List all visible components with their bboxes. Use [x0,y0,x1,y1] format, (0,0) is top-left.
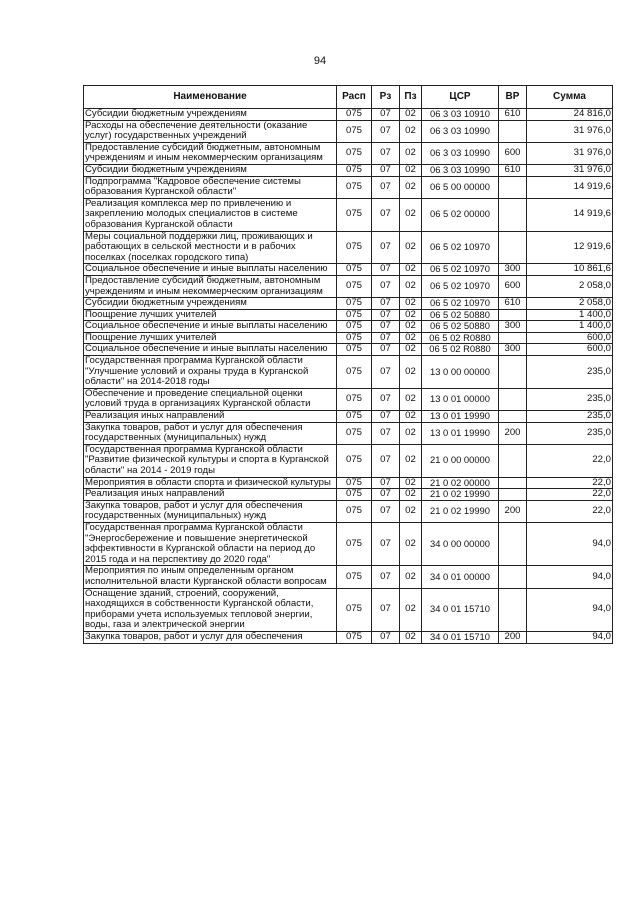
cell-sum: 22,0 [527,477,613,489]
cell-csr: 06 3 03 10990 [422,120,499,142]
cell-vr: 300 [499,321,527,333]
table-row [84,411,613,423]
cell-name: Подпрограмма "Кадровое обеспечение системы образования Курганской области" [84,176,337,198]
cell-pz: 02 [400,321,422,333]
cell-sum: 24 816,0 [527,109,613,121]
cell-pz: 02 [400,588,422,631]
cell-csr: 06 5 02 10970 [422,231,499,264]
cell-sum: 600,0 [527,344,613,356]
cell-csr: 06 5 02 10970 [422,264,499,276]
cell-csr: 06 5 00 00000 [422,176,499,198]
cell-csr: 13 0 01 19990 [422,422,499,444]
cell-rasp: 075 [337,120,372,142]
table-row [84,298,613,310]
cell-rz: 07 [372,388,400,410]
table-body [84,109,613,644]
cell-rasp: 075 [337,332,372,344]
cell-rasp: 075 [337,198,372,231]
cell-name: Поощрение лучших учителей [84,309,337,321]
cell-sum: 14 919,6 [527,198,613,231]
cell-csr: 06 3 03 10990 [422,142,499,164]
cell-name: Субсидии бюджетным учреждениям [84,109,337,121]
cell-vr: 610 [499,109,527,121]
cell-csr: 34 0 01 00000 [422,566,499,588]
cell-pz: 02 [400,264,422,276]
cell-pz: 02 [400,344,422,356]
cell-sum: 22,0 [527,500,613,522]
cell-vr [499,522,527,565]
cell-csr: 34 0 01 15710 [422,588,499,631]
cell-rz: 07 [372,198,400,231]
cell-pz: 02 [400,176,422,198]
cell-csr: 21 0 02 19990 [422,500,499,522]
cell-rz: 07 [372,321,400,333]
cell-rasp: 075 [337,321,372,333]
cell-csr: 21 0 02 00000 [422,477,499,489]
cell-rasp: 075 [337,566,372,588]
cell-pz: 02 [400,477,422,489]
cell-vr [499,356,527,389]
cell-vr: 200 [499,500,527,522]
cell-name: Обеспечение и проведение специальной оценки условий труда в организациях Курганской области [84,388,337,410]
cell-name: Предоставление субсидий бюджетным, автономным учреждениям и иным некоммерческим организациям [84,275,337,297]
cell-csr: 06 5 02 R0880 [422,332,499,344]
header-pz: Пз [400,86,422,109]
cell-pz: 02 [400,422,422,444]
table-row [84,164,613,176]
cell-pz: 02 [400,500,422,522]
cell-pz: 02 [400,231,422,264]
cell-csr: 34 0 01 15710 [422,631,499,643]
cell-pz: 02 [400,164,422,176]
header-sum: Сумма [527,86,613,109]
cell-pz: 02 [400,332,422,344]
cell-csr: 06 3 03 10910 [422,109,499,121]
cell-csr: 13 0 01 19990 [422,411,499,423]
cell-name: Социальное обеспечение и иные выплаты населению [84,344,337,356]
cell-vr [499,332,527,344]
cell-name: Государственная программа Курганской области "Развитие физической культуры и спорта в Курганской области" на 2014 - 2019 годы [84,444,337,477]
table-row [84,422,613,444]
cell-vr [499,231,527,264]
cell-sum: 31 976,0 [527,142,613,164]
cell-rz: 07 [372,142,400,164]
cell-vr: 200 [499,631,527,643]
cell-rz: 07 [372,275,400,297]
cell-vr [499,411,527,423]
cell-csr: 06 5 02 10970 [422,298,499,310]
cell-pz: 02 [400,489,422,501]
table-row [84,631,613,643]
cell-rz: 07 [372,631,400,643]
cell-rz: 07 [372,500,400,522]
cell-sum: 1 400,0 [527,321,613,333]
cell-pz: 02 [400,120,422,142]
cell-sum: 94,0 [527,588,613,631]
cell-vr [499,588,527,631]
cell-sum: 22,0 [527,444,613,477]
table-row [84,109,613,121]
table-header-row [84,86,613,109]
cell-csr: 06 5 02 50880 [422,321,499,333]
cell-sum: 1 400,0 [527,309,613,321]
cell-vr: 300 [499,264,527,276]
cell-rz: 07 [372,411,400,423]
cell-vr [499,566,527,588]
cell-rz: 07 [372,120,400,142]
cell-sum: 14 919,6 [527,176,613,198]
cell-sum: 22,0 [527,489,613,501]
cell-rz: 07 [372,176,400,198]
cell-name: Закупка товаров, работ и услуг для обеспечения государственных (муниципальных) нужд [84,422,337,444]
cell-pz: 02 [400,109,422,121]
cell-sum: 235,0 [527,422,613,444]
cell-rz: 07 [372,444,400,477]
cell-rasp: 075 [337,231,372,264]
header-name: Наименование [84,86,337,109]
cell-sum: 31 976,0 [527,120,613,142]
cell-pz: 02 [400,356,422,389]
table-row [84,275,613,297]
cell-rz: 07 [372,588,400,631]
cell-pz: 02 [400,142,422,164]
header-vr: ВР [499,86,527,109]
cell-vr [499,388,527,410]
cell-pz: 02 [400,631,422,643]
table-row [84,356,613,389]
table-row [84,198,613,231]
cell-vr: 200 [499,422,527,444]
cell-csr: 06 5 02 10970 [422,275,499,297]
cell-vr: 600 [499,142,527,164]
cell-csr: 06 5 02 00000 [422,198,499,231]
cell-name: Оснащение зданий, строений, сооружений, находящихся в собственности Курганской области, приборами учета используемых тепловой энергии, воды, газа и электрической энергии [84,588,337,631]
cell-rasp: 075 [337,588,372,631]
cell-sum: 235,0 [527,411,613,423]
cell-pz: 02 [400,444,422,477]
cell-vr [499,477,527,489]
table-row [84,231,613,264]
cell-sum: 2 058,0 [527,275,613,297]
table-row [84,120,613,142]
cell-name: Реализация комплекса мер по привлечению и закреплению молодых специалистов в системе образования Курганской области [84,198,337,231]
cell-rz: 07 [372,356,400,389]
cell-vr: 300 [499,344,527,356]
cell-pz: 02 [400,298,422,310]
cell-rz: 07 [372,332,400,344]
cell-name: Расходы на обеспечение деятельности (оказание услуг) государственных учреждений [84,120,337,142]
cell-csr: 34 0 00 00000 [422,522,499,565]
table-row [84,176,613,198]
cell-rasp: 075 [337,489,372,501]
cell-rasp: 075 [337,522,372,565]
cell-sum: 235,0 [527,388,613,410]
cell-name: Государственная программа Курганской области "Энергосбережение и повышение энергетической эффективности в Курганской области на период до 2015 года и на перспективу до 2020 года" [84,522,337,565]
cell-rz: 07 [372,422,400,444]
cell-vr: 610 [499,298,527,310]
header-rz: Рз [372,86,400,109]
cell-pz: 02 [400,198,422,231]
page-number: 94 [313,55,327,67]
cell-pz: 02 [400,411,422,423]
cell-sum: 10 861,6 [527,264,613,276]
cell-rz: 07 [372,522,400,565]
cell-rasp: 075 [337,631,372,643]
cell-rz: 07 [372,164,400,176]
cell-rz: 07 [372,344,400,356]
cell-vr [499,444,527,477]
table-row [84,264,613,276]
cell-pz: 02 [400,388,422,410]
table-row [84,588,613,631]
cell-name: Реализация иных направлений [84,411,337,423]
cell-name: Предоставление субсидий бюджетным, автономным учреждениям и иным некоммерческим организациям [84,142,337,164]
cell-rasp: 075 [337,444,372,477]
cell-rasp: 075 [337,309,372,321]
cell-vr [499,309,527,321]
table-row [84,388,613,410]
cell-rasp: 075 [337,264,372,276]
cell-rz: 07 [372,109,400,121]
cell-vr: 610 [499,164,527,176]
cell-rasp: 075 [337,344,372,356]
cell-pz: 02 [400,309,422,321]
cell-rasp: 075 [337,109,372,121]
cell-name: Мероприятия по иным определенным органом исполнительной власти Курганской области вопросам [84,566,337,588]
header-csr: ЦСР [422,86,499,109]
cell-vr [499,489,527,501]
cell-name: Закупка товаров, работ и услуг для обеспечения государственных (муниципальных) нужд [84,500,337,522]
cell-rasp: 075 [337,388,372,410]
cell-sum: 600,0 [527,332,613,344]
table-row [84,321,613,333]
cell-vr [499,176,527,198]
cell-sum: 94,0 [527,522,613,565]
cell-name: Меры социальной поддержки лиц, проживающих и работающих в сельской местности и в рабочих поселках (поселках городского типа) [84,231,337,264]
table-row [84,477,613,489]
cell-pz: 02 [400,522,422,565]
cell-csr: 13 0 00 00000 [422,356,499,389]
cell-rasp: 075 [337,298,372,310]
cell-name: Закупка товаров, работ и услуг для обеспечения [84,631,337,643]
cell-rasp: 075 [337,176,372,198]
cell-rasp: 075 [337,356,372,389]
cell-sum: 12 919,6 [527,231,613,264]
cell-rasp: 075 [337,422,372,444]
table-row [84,500,613,522]
cell-vr [499,198,527,231]
header-rasp: Расп [337,86,372,109]
cell-rz: 07 [372,264,400,276]
table-row [84,344,613,356]
cell-name: Субсидии бюджетным учреждениям [84,298,337,310]
cell-vr: 600 [499,275,527,297]
cell-rz: 07 [372,309,400,321]
cell-vr [499,120,527,142]
cell-name: Социальное обеспечение и иные выплаты населению [84,321,337,333]
budget-table [83,85,613,644]
cell-name: Государственная программа Курганской области "Улучшение условий и охраны труда в Курганской области" на 2014-2018 годы [84,356,337,389]
table-row [84,142,613,164]
cell-name: Социальное обеспечение и иные выплаты населению [84,264,337,276]
cell-rz: 07 [372,489,400,501]
cell-pz: 02 [400,275,422,297]
table-row [84,566,613,588]
table-row [84,444,613,477]
cell-rasp: 075 [337,164,372,176]
cell-csr: 21 0 00 00000 [422,444,499,477]
cell-name: Субсидии бюджетным учреждениям [84,164,337,176]
cell-sum: 94,0 [527,566,613,588]
cell-sum: 31 976,0 [527,164,613,176]
cell-csr: 13 0 01 00000 [422,388,499,410]
cell-rasp: 075 [337,477,372,489]
cell-rasp: 075 [337,411,372,423]
cell-rz: 07 [372,231,400,264]
table-row [84,309,613,321]
cell-name: Поощрение лучших учителей [84,332,337,344]
cell-sum: 235,0 [527,356,613,389]
cell-name: Реализация иных направлений [84,489,337,501]
cell-rasp: 075 [337,500,372,522]
cell-rz: 07 [372,298,400,310]
cell-rasp: 075 [337,275,372,297]
cell-name: Мероприятия в области спорта и физической культуры [84,477,337,489]
cell-csr: 06 5 02 50880 [422,309,499,321]
cell-csr: 21 0 02 19990 [422,489,499,501]
table-row [84,522,613,565]
cell-rasp: 075 [337,142,372,164]
cell-csr: 06 3 03 10990 [422,164,499,176]
cell-csr: 06 5 02 R0880 [422,344,499,356]
table-row [84,332,613,344]
cell-rz: 07 [372,566,400,588]
cell-sum: 94,0 [527,631,613,643]
cell-pz: 02 [400,566,422,588]
table-row [84,489,613,501]
cell-rz: 07 [372,477,400,489]
cell-sum: 2 058,0 [527,298,613,310]
